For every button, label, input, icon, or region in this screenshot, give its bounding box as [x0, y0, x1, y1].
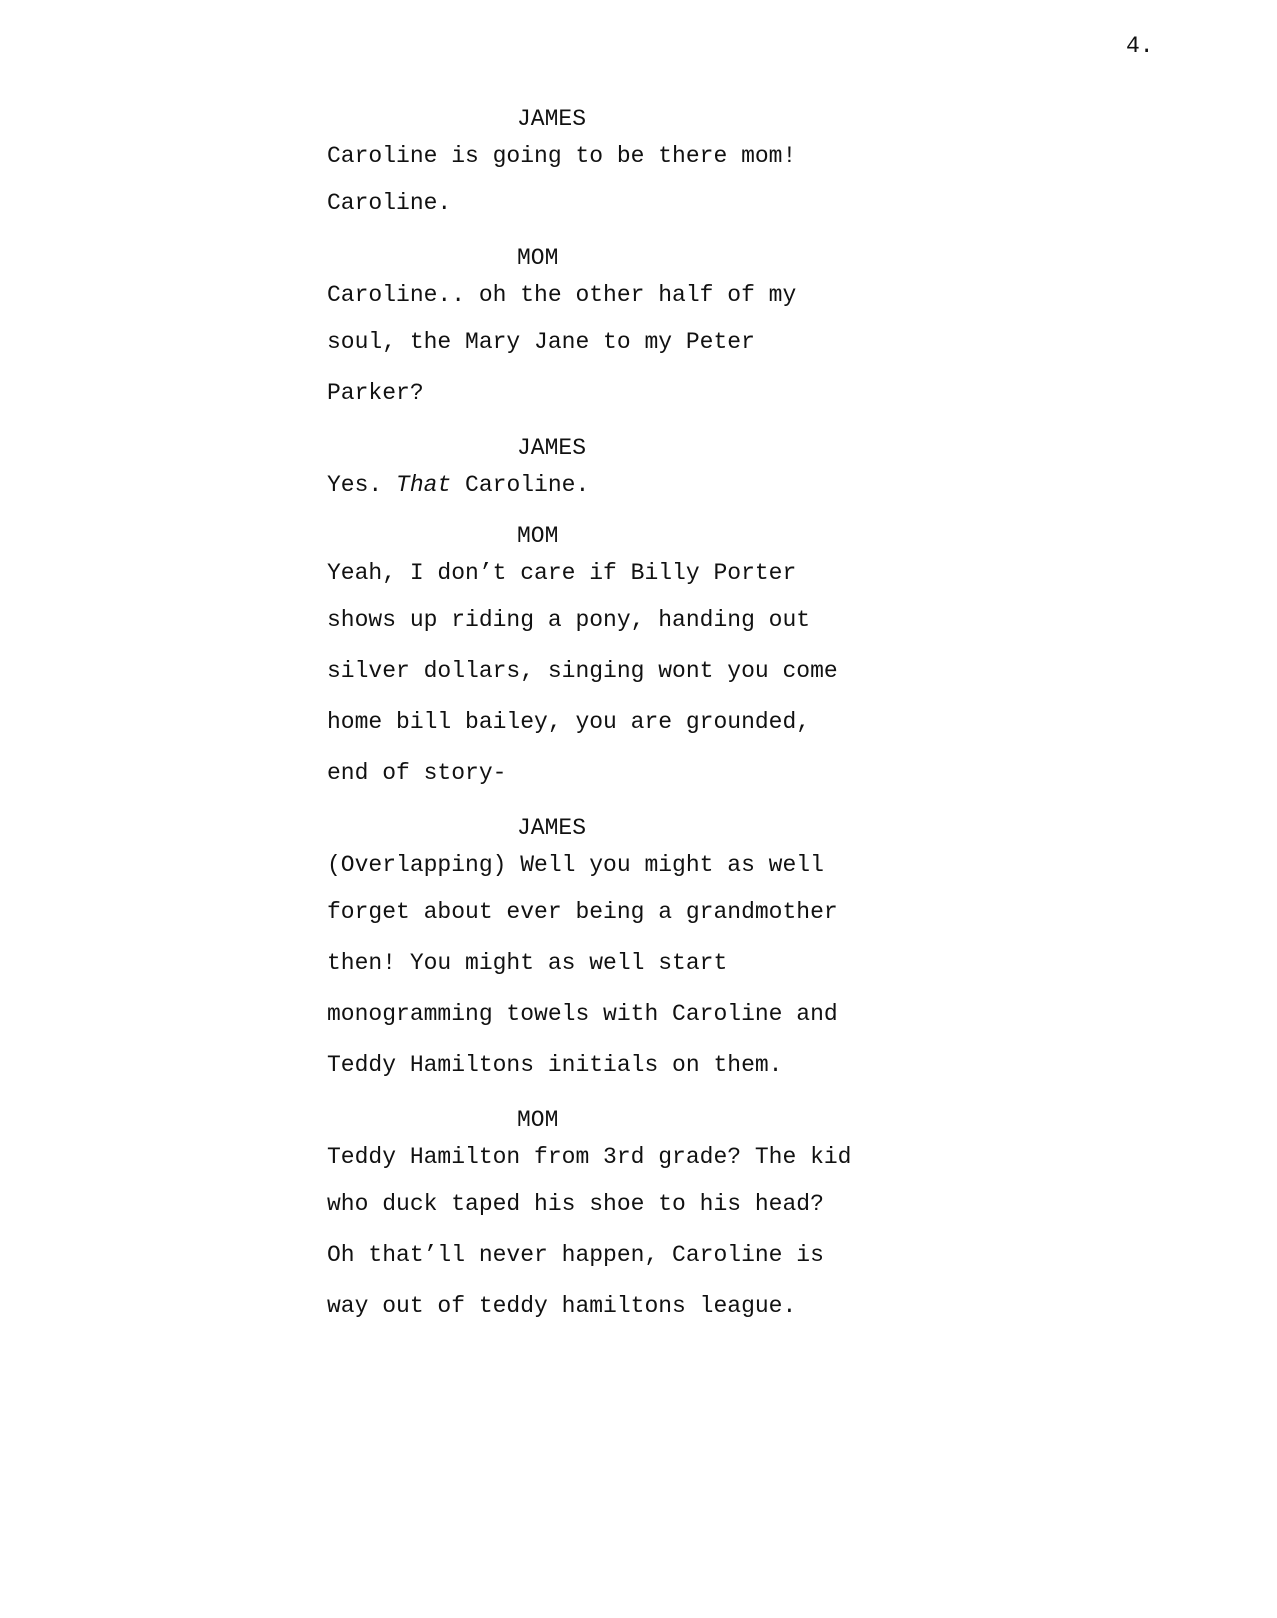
- dialogue-text: Caroline.. oh the other half of my: [327, 282, 797, 308]
- dialogue-text: Parker?: [327, 380, 424, 406]
- character-name: JAMES: [517, 106, 587, 132]
- dialogue-text: soul, the Mary Jane to my Peter: [327, 329, 755, 355]
- dialogue-line: [327, 646, 967, 697]
- dialogue-text: Caroline.: [451, 472, 590, 498]
- dialogue-text: Yes.: [327, 472, 397, 498]
- dialogue-text: Caroline.: [327, 190, 452, 216]
- dialogue-line: [327, 1179, 967, 1230]
- dialogue-line: [327, 134, 967, 178]
- dialogue-line: [327, 273, 967, 317]
- dialogue-block: [327, 243, 967, 419]
- dialogue-block: [327, 1105, 967, 1332]
- dialogue-text: home bill bailey, you are grounded,: [327, 709, 811, 735]
- screenplay-body: [327, 104, 967, 1332]
- dialogue-line: [327, 1040, 967, 1091]
- character-name: MOM: [517, 245, 559, 271]
- dialogue-line: [327, 368, 967, 419]
- dialogue-line: [327, 1230, 967, 1281]
- dialogue-text: Caroline is going to be there mom!: [327, 143, 797, 169]
- dialogue-line: [327, 887, 967, 938]
- emphasis-text: That: [396, 472, 452, 498]
- character-name: JAMES: [517, 435, 587, 461]
- dialogue-text: Yeah, I don’t care if Billy Porter: [327, 560, 797, 586]
- dialogue-text: monogramming towels with Caroline and: [327, 1001, 838, 1027]
- dialogue-text: Teddy Hamiltons initials on them.: [327, 1052, 783, 1078]
- dialogue-block: [327, 433, 967, 507]
- dialogue-text: Oh that’ll never happen, Caroline is: [327, 1242, 824, 1268]
- dialogue-line: [327, 748, 967, 799]
- dialogue-line: [327, 317, 967, 368]
- dialogue-text: (Overlapping) Well you might as well: [327, 852, 824, 878]
- character-name: JAMES: [517, 815, 587, 841]
- dialogue-line: [327, 551, 967, 595]
- dialogue-text: forget about ever being a grandmother: [327, 899, 838, 925]
- dialogue-block: [327, 521, 967, 799]
- dialogue-text: Teddy Hamilton from 3rd grade? The kid: [327, 1144, 852, 1170]
- dialogue-text: shows up riding a pony, handing out: [327, 607, 811, 633]
- dialogue-block: [327, 104, 967, 229]
- character-name: MOM: [517, 1107, 559, 1133]
- dialogue-line: [327, 843, 967, 887]
- page-number: 4.: [1126, 33, 1154, 59]
- dialogue-block: [327, 813, 967, 1091]
- dialogue-text: end of story-: [327, 760, 507, 786]
- dialogue-text: then! You might as well start: [327, 950, 728, 976]
- dialogue-line: [327, 1135, 967, 1179]
- dialogue-line: [327, 1281, 967, 1332]
- dialogue-line: [327, 938, 967, 989]
- dialogue-line: [327, 463, 967, 507]
- dialogue-line: [327, 595, 967, 646]
- dialogue-text: way out of teddy hamiltons league.: [327, 1293, 797, 1319]
- character-name: MOM: [517, 523, 559, 549]
- dialogue-line: [327, 989, 967, 1040]
- dialogue-line: [327, 697, 967, 748]
- dialogue-text: who duck taped his shoe to his head?: [327, 1191, 824, 1217]
- dialogue-line: [327, 178, 967, 229]
- dialogue-text: silver dollars, singing wont you come: [327, 658, 838, 684]
